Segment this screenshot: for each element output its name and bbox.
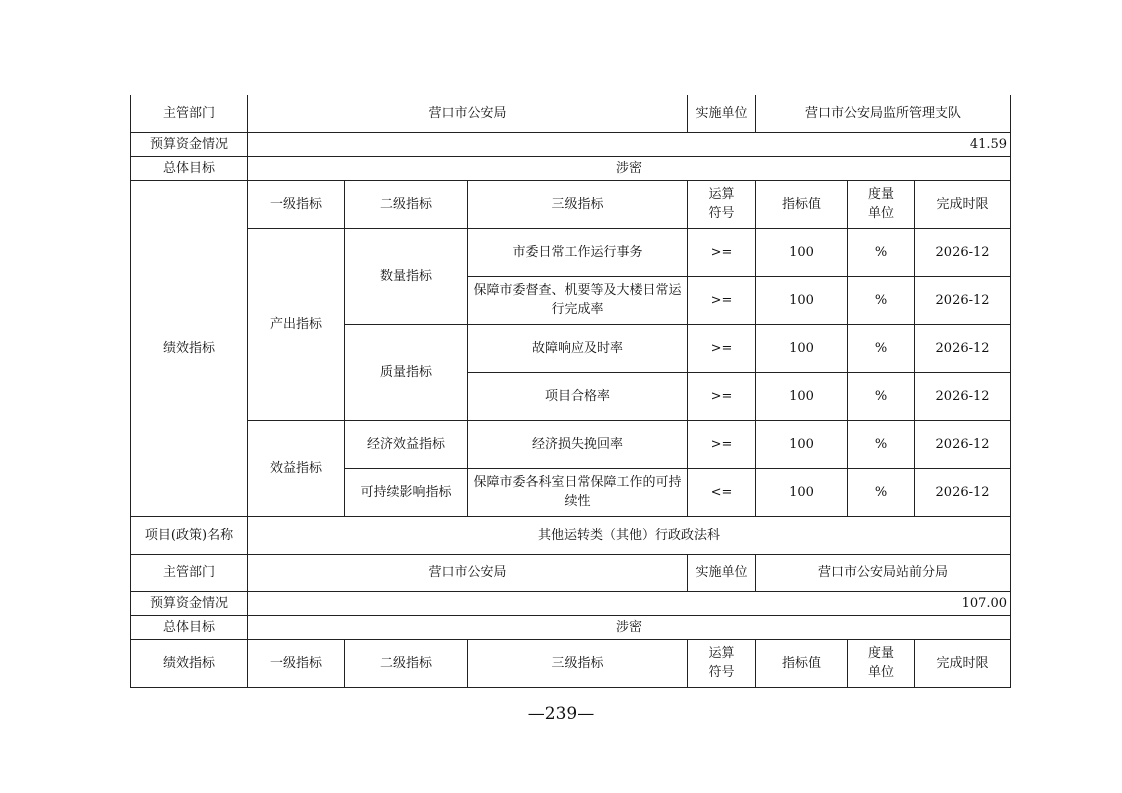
indicator-deadline: 2026-12 xyxy=(915,324,1011,372)
project-row xyxy=(131,516,1011,554)
header-value: 指标值 xyxy=(756,180,848,228)
indicator-op: >= xyxy=(688,324,756,372)
header-op: 运算 符号 xyxy=(688,639,756,687)
performance-table xyxy=(130,95,1011,688)
indicator-name: 经济损失挽回率 xyxy=(468,420,688,468)
indicator-name: 故障响应及时率 xyxy=(468,324,688,372)
budget-row xyxy=(131,132,1011,156)
goal-label: 总体目标 xyxy=(131,156,248,180)
level1-cell: 产出指标 xyxy=(248,228,345,420)
budget-row xyxy=(131,591,1011,615)
header-level1: 一级指标 xyxy=(248,639,345,687)
budget-label: 预算资金情况 xyxy=(131,591,248,615)
level2-cell: 可持续影响指标 xyxy=(345,468,468,516)
level1-cell: 效益指标 xyxy=(248,420,345,516)
indicator-unit: % xyxy=(848,228,915,276)
header-row xyxy=(131,180,1011,228)
dept-label: 主管部门 xyxy=(131,554,248,591)
indicator-deadline: 2026-12 xyxy=(915,372,1011,420)
indicator-value: 100 xyxy=(756,468,848,516)
header-unit: 度量 单位 xyxy=(848,639,915,687)
header-level1: 一级指标 xyxy=(248,180,345,228)
impl-value: 营口市公安局站前分局 xyxy=(756,554,1011,591)
header-value: 指标值 xyxy=(756,639,848,687)
dept-value: 营口市公安局 xyxy=(248,95,688,132)
impl-value: 营口市公安局监所管理支队 xyxy=(756,95,1011,132)
header-level3: 三级指标 xyxy=(468,180,688,228)
indicator-op: <= xyxy=(688,468,756,516)
indicator-value: 100 xyxy=(756,372,848,420)
indicator-unit: % xyxy=(848,372,915,420)
indicator-deadline: 2026-12 xyxy=(915,276,1011,324)
budget-value: 107.00 xyxy=(248,591,1011,615)
impl-label: 实施单位 xyxy=(688,95,756,132)
indicator-name: 项目合格率 xyxy=(468,372,688,420)
indicator-unit: % xyxy=(848,324,915,372)
indicator-value: 100 xyxy=(756,324,848,372)
header-level2: 二级指标 xyxy=(345,180,468,228)
indicator-name: 市委日常工作运行事务 xyxy=(468,228,688,276)
table-row xyxy=(131,228,1011,276)
header-op: 运算 符号 xyxy=(688,180,756,228)
budget-value: 41.59 xyxy=(248,132,1011,156)
goal-label: 总体目标 xyxy=(131,615,248,639)
budget-label: 预算资金情况 xyxy=(131,132,248,156)
indicator-name: 保障市委督查、机要等及大楼日常运行完成率 xyxy=(468,276,688,324)
indicator-unit: % xyxy=(848,276,915,324)
dept-row xyxy=(131,554,1011,591)
level2-cell: 质量指标 xyxy=(345,324,468,420)
page-number: —239— xyxy=(527,704,595,724)
indicator-op: >= xyxy=(688,228,756,276)
header-deadline: 完成时限 xyxy=(915,639,1011,687)
indicator-value: 100 xyxy=(756,228,848,276)
indicator-op: >= xyxy=(688,372,756,420)
project-label: 项目(政策)名称 xyxy=(131,516,248,554)
indicator-unit: % xyxy=(848,468,915,516)
header-deadline: 完成时限 xyxy=(915,180,1011,228)
indicator-deadline: 2026-12 xyxy=(915,228,1011,276)
table-row xyxy=(131,420,1011,468)
indicator-value: 100 xyxy=(756,276,848,324)
header-unit: 度量 单位 xyxy=(848,180,915,228)
indicator-op: >= xyxy=(688,420,756,468)
level2-cell: 经济效益指标 xyxy=(345,420,468,468)
header-level2: 二级指标 xyxy=(345,639,468,687)
dept-label: 主管部门 xyxy=(131,95,248,132)
goal-value: 涉密 xyxy=(248,615,1011,639)
perf-label: 绩效指标 xyxy=(131,180,248,516)
impl-label: 实施单位 xyxy=(688,554,756,591)
indicator-unit: % xyxy=(848,420,915,468)
goal-value: 涉密 xyxy=(248,156,1011,180)
dept-row xyxy=(131,95,1011,132)
indicator-deadline: 2026-12 xyxy=(915,420,1011,468)
header-row xyxy=(131,639,1011,687)
level2-cell: 数量指标 xyxy=(345,228,468,324)
indicator-value: 100 xyxy=(756,420,848,468)
header-level3: 三级指标 xyxy=(468,639,688,687)
goal-row xyxy=(131,615,1011,639)
project-value: 其他运转类（其他）行政政法科 xyxy=(248,516,1011,554)
indicator-op: >= xyxy=(688,276,756,324)
goal-row xyxy=(131,156,1011,180)
dept-value: 营口市公安局 xyxy=(248,554,688,591)
indicator-name: 保障市委各科室日常保障工作的可持续性 xyxy=(468,468,688,516)
perf-label: 绩效指标 xyxy=(131,639,248,687)
indicator-deadline: 2026-12 xyxy=(915,468,1011,516)
